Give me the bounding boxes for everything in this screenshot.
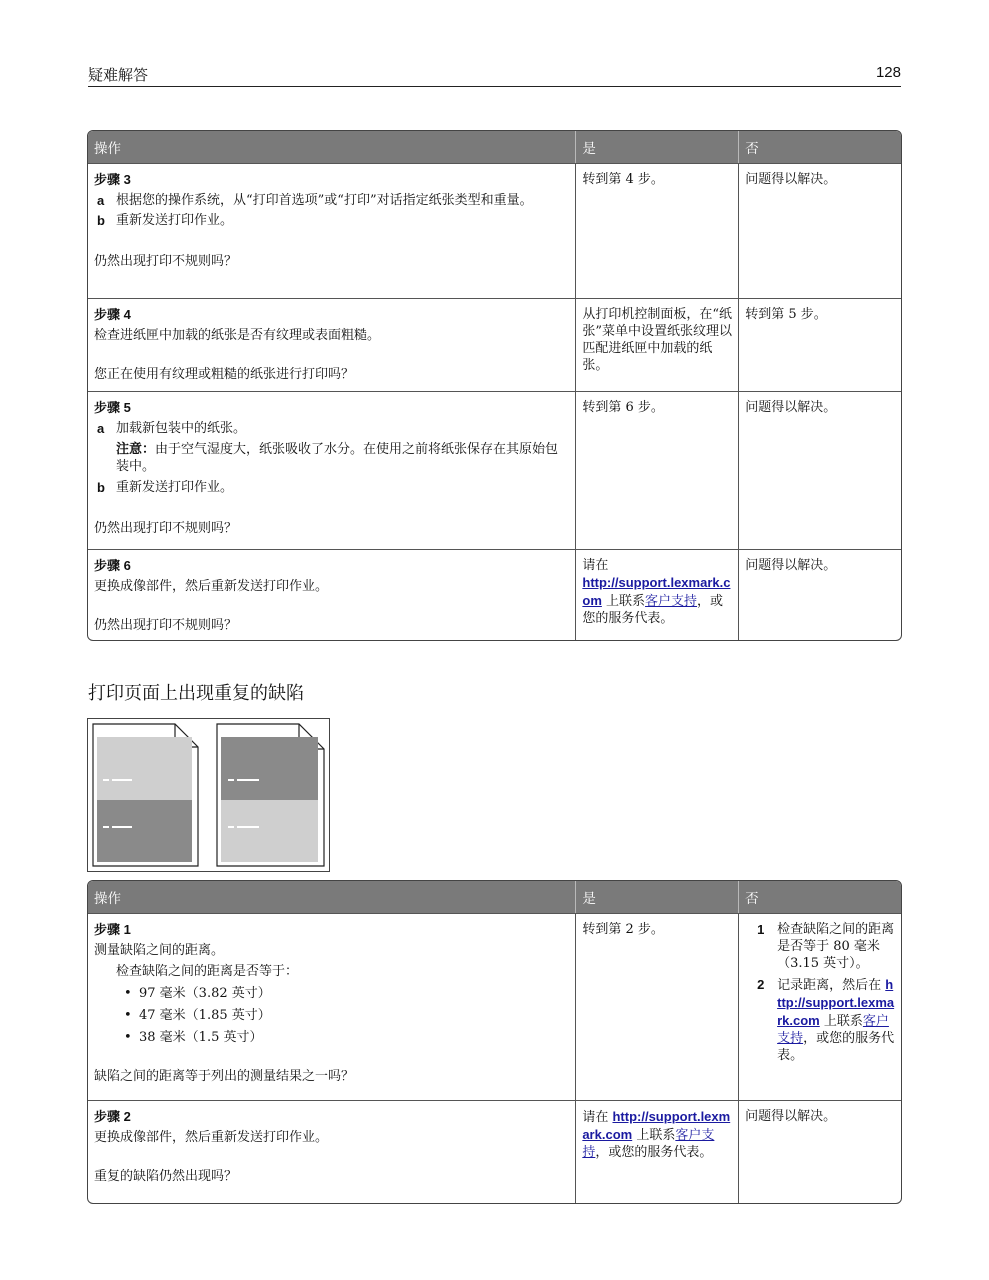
- yes-cell: 请在 http://support.lexmark.com 上联系客户支持，或您的服务代表。: [575, 1100, 738, 1203]
- action-cell: [88, 913, 575, 1100]
- defect-pages-svg: [88, 719, 329, 871]
- yes-cell: 转到第 2 步。: [575, 913, 738, 1100]
- table-row: [88, 549, 901, 640]
- step-label: 步骤 4: [94, 307, 131, 322]
- no-cell: 问题得以解决。: [738, 163, 901, 298]
- question-text: 重复的缺陷仍然出现吗？: [94, 1169, 238, 1184]
- no-cell: [738, 913, 901, 1100]
- question-text: 缺陷之间的距离等于列出的测量结果之一吗？: [94, 1069, 355, 1084]
- table-row: [88, 913, 901, 1100]
- no-cell: 问题得以解决。: [738, 1100, 901, 1203]
- step-label: 步骤 2: [94, 1109, 131, 1124]
- table-header-row: [88, 131, 901, 163]
- question-text: 仍然出现打印不规则吗？: [94, 618, 238, 633]
- col-header-no: 否: [738, 131, 901, 163]
- list-item: b 重新发送打印作业。: [97, 480, 234, 495]
- col-header-action: 操作: [88, 881, 575, 913]
- customer-support-link[interactable]: 客户支持: [645, 594, 698, 609]
- section-title: 打印页面上出现重复的缺陷: [88, 683, 304, 704]
- list-item: • 97 毫米（3.82 英寸）: [124, 986, 271, 1001]
- page-number: 128: [875, 64, 901, 81]
- col-header-yes: 是: [575, 881, 738, 913]
- customer-support-link[interactable]: 客户支持: [777, 1014, 889, 1046]
- list-item: • 47 毫米（1.85 英寸）: [124, 1008, 271, 1023]
- step-label: 步骤 6: [94, 558, 131, 573]
- yes-cell: 转到第 6 步。: [575, 391, 738, 549]
- customer-support-link[interactable]: 客户支持: [582, 1128, 715, 1160]
- support-link[interactable]: http://support.lexmark.com: [582, 1109, 731, 1142]
- list-item: a 根据您的操作系统，从“打印首选项”或“打印”对话指定纸张类型和重量。: [97, 193, 533, 208]
- action-cell: [88, 391, 575, 549]
- page-1-icon: [93, 724, 198, 866]
- table-row: [88, 1100, 901, 1203]
- list-item: a 加载新包装中的纸张。: [97, 421, 247, 436]
- table-row: [88, 298, 901, 391]
- action-cell: [88, 163, 575, 298]
- table-row: [88, 391, 901, 549]
- page-header: [88, 62, 901, 87]
- yes-cell: 请在 http://support.lexmark.com 上联系客户支持，或您的服务代表。: [575, 549, 738, 640]
- action-cell: [88, 298, 575, 391]
- question-text: 仍然出现打印不规则吗？: [94, 254, 238, 269]
- action-cell: [88, 1100, 575, 1203]
- yes-cell: 从打印机控制面板，在“纸张”菜单中设置纸张纹理以匹配进纸匣中加载的纸张。: [575, 298, 738, 391]
- troubleshooting-table-1: [87, 130, 902, 641]
- step-label: 步骤 1: [94, 922, 131, 937]
- step-description: 更换成像部件，然后重新发送打印作业。: [94, 579, 329, 594]
- troubleshooting-table-2: [87, 880, 902, 1204]
- col-header-action: 操作: [88, 131, 575, 163]
- list-item: • 38 毫米（1.5 英寸）: [124, 1030, 263, 1045]
- support-link[interactable]: http://support.lexmark.com: [582, 575, 731, 608]
- no-cell: 转到第 5 步。: [738, 298, 901, 391]
- question-text: 您正在使用有纹理或粗糙的纸张进行打印吗？: [94, 367, 355, 382]
- step-label: 步骤 3: [94, 172, 131, 187]
- step-description: 检查进纸匣中加载的纸张是否有纹理或表面粗糙。: [94, 328, 381, 343]
- table-row: [88, 163, 901, 298]
- step-description: 测量缺陷之间的距离。: [94, 943, 225, 958]
- yes-cell: 转到第 4 步。: [575, 163, 738, 298]
- col-header-yes: 是: [575, 131, 738, 163]
- step-description: 更换成像部件，然后重新发送打印作业。: [94, 1130, 329, 1145]
- repeating-defects-illustration: [87, 718, 330, 872]
- list-item: b 重新发送打印作业。: [97, 213, 234, 228]
- support-link[interactable]: http://support.lexmark.com: [777, 977, 895, 1028]
- step-label: 步骤 5: [94, 400, 131, 415]
- note-text: 注意：由于空气湿度大，纸张吸收了水分。在使用之前将纸张保存在其原始包装中。: [116, 442, 559, 474]
- action-cell: [88, 549, 575, 640]
- numbered-item: 1 检查缺陷之间的距离是否等于 80 毫米（3.15 英寸）。: [757, 922, 895, 971]
- question-text: 仍然出现打印不规则吗？: [94, 521, 238, 536]
- no-cell: 问题得以解决。: [738, 391, 901, 549]
- sub-instruction: 检查缺陷之间的距离是否等于：: [116, 964, 299, 979]
- header-title: 疑难解答: [88, 66, 149, 84]
- numbered-item: 2 记录距离，然后在 http://support.lexmark.com 上联系客户支持，或您的服务代表。: [757, 977, 895, 1063]
- page-2-icon: [217, 724, 324, 866]
- no-cell: 问题得以解决。: [738, 549, 901, 640]
- table-header-row: [88, 881, 901, 913]
- col-header-no: 否: [738, 881, 901, 913]
